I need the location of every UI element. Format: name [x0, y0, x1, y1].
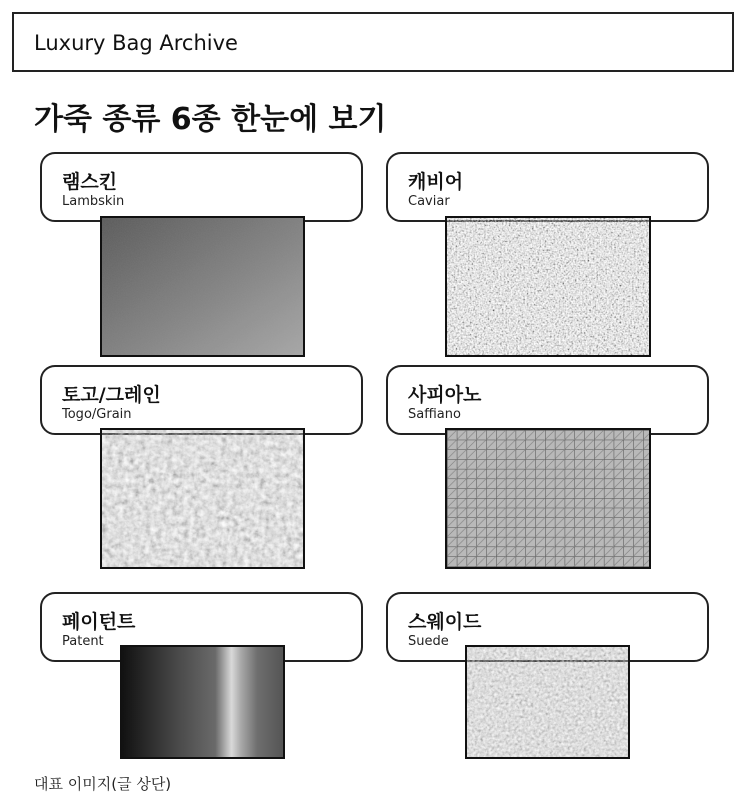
lambskin-texture-image	[100, 216, 305, 357]
leather-name-korean: 사피아노	[408, 384, 482, 406]
caviar-texture-graphic	[447, 218, 649, 355]
leather-name-english: Suede	[408, 634, 449, 649]
patent-texture-image	[120, 645, 285, 759]
header-bar	[12, 12, 734, 72]
leather-card-lambskin	[40, 152, 363, 222]
togo-texture-image	[100, 428, 305, 569]
leather-name-korean: 토고/그레인	[62, 384, 161, 406]
saffiano-texture-image	[445, 428, 651, 569]
suede-texture-graphic	[467, 647, 628, 757]
leather-name-korean: 페이턴트	[62, 611, 136, 633]
leather-name-english: Patent	[62, 634, 104, 649]
leather-card-caviar	[386, 152, 709, 222]
leather-name-english: Caviar	[408, 194, 450, 209]
page-heading: 가죽 종류 6종 한눈에 보기	[34, 102, 387, 137]
leather-name-korean: 스웨이드	[408, 611, 482, 633]
patent-texture-graphic	[122, 647, 283, 757]
site-title: Luxury Bag Archive	[34, 31, 238, 55]
lambskin-texture-graphic	[102, 218, 303, 355]
suede-texture-image	[465, 645, 630, 759]
saffiano-texture-graphic	[447, 430, 649, 567]
image-caption: 대표 이미지(글 상단)	[34, 775, 172, 793]
leather-name-english: Lambskin	[62, 194, 125, 209]
leather-name-korean: 캐비어	[408, 171, 464, 193]
leather-card-togo	[40, 365, 363, 435]
leather-name-korean: 램스킨	[62, 171, 118, 193]
togo-texture-graphic	[102, 430, 303, 567]
leather-name-english: Saffiano	[408, 407, 461, 422]
leather-card-saffiano	[386, 365, 709, 435]
caviar-texture-image	[445, 216, 651, 357]
leather-name-english: Togo/Grain	[62, 407, 132, 422]
